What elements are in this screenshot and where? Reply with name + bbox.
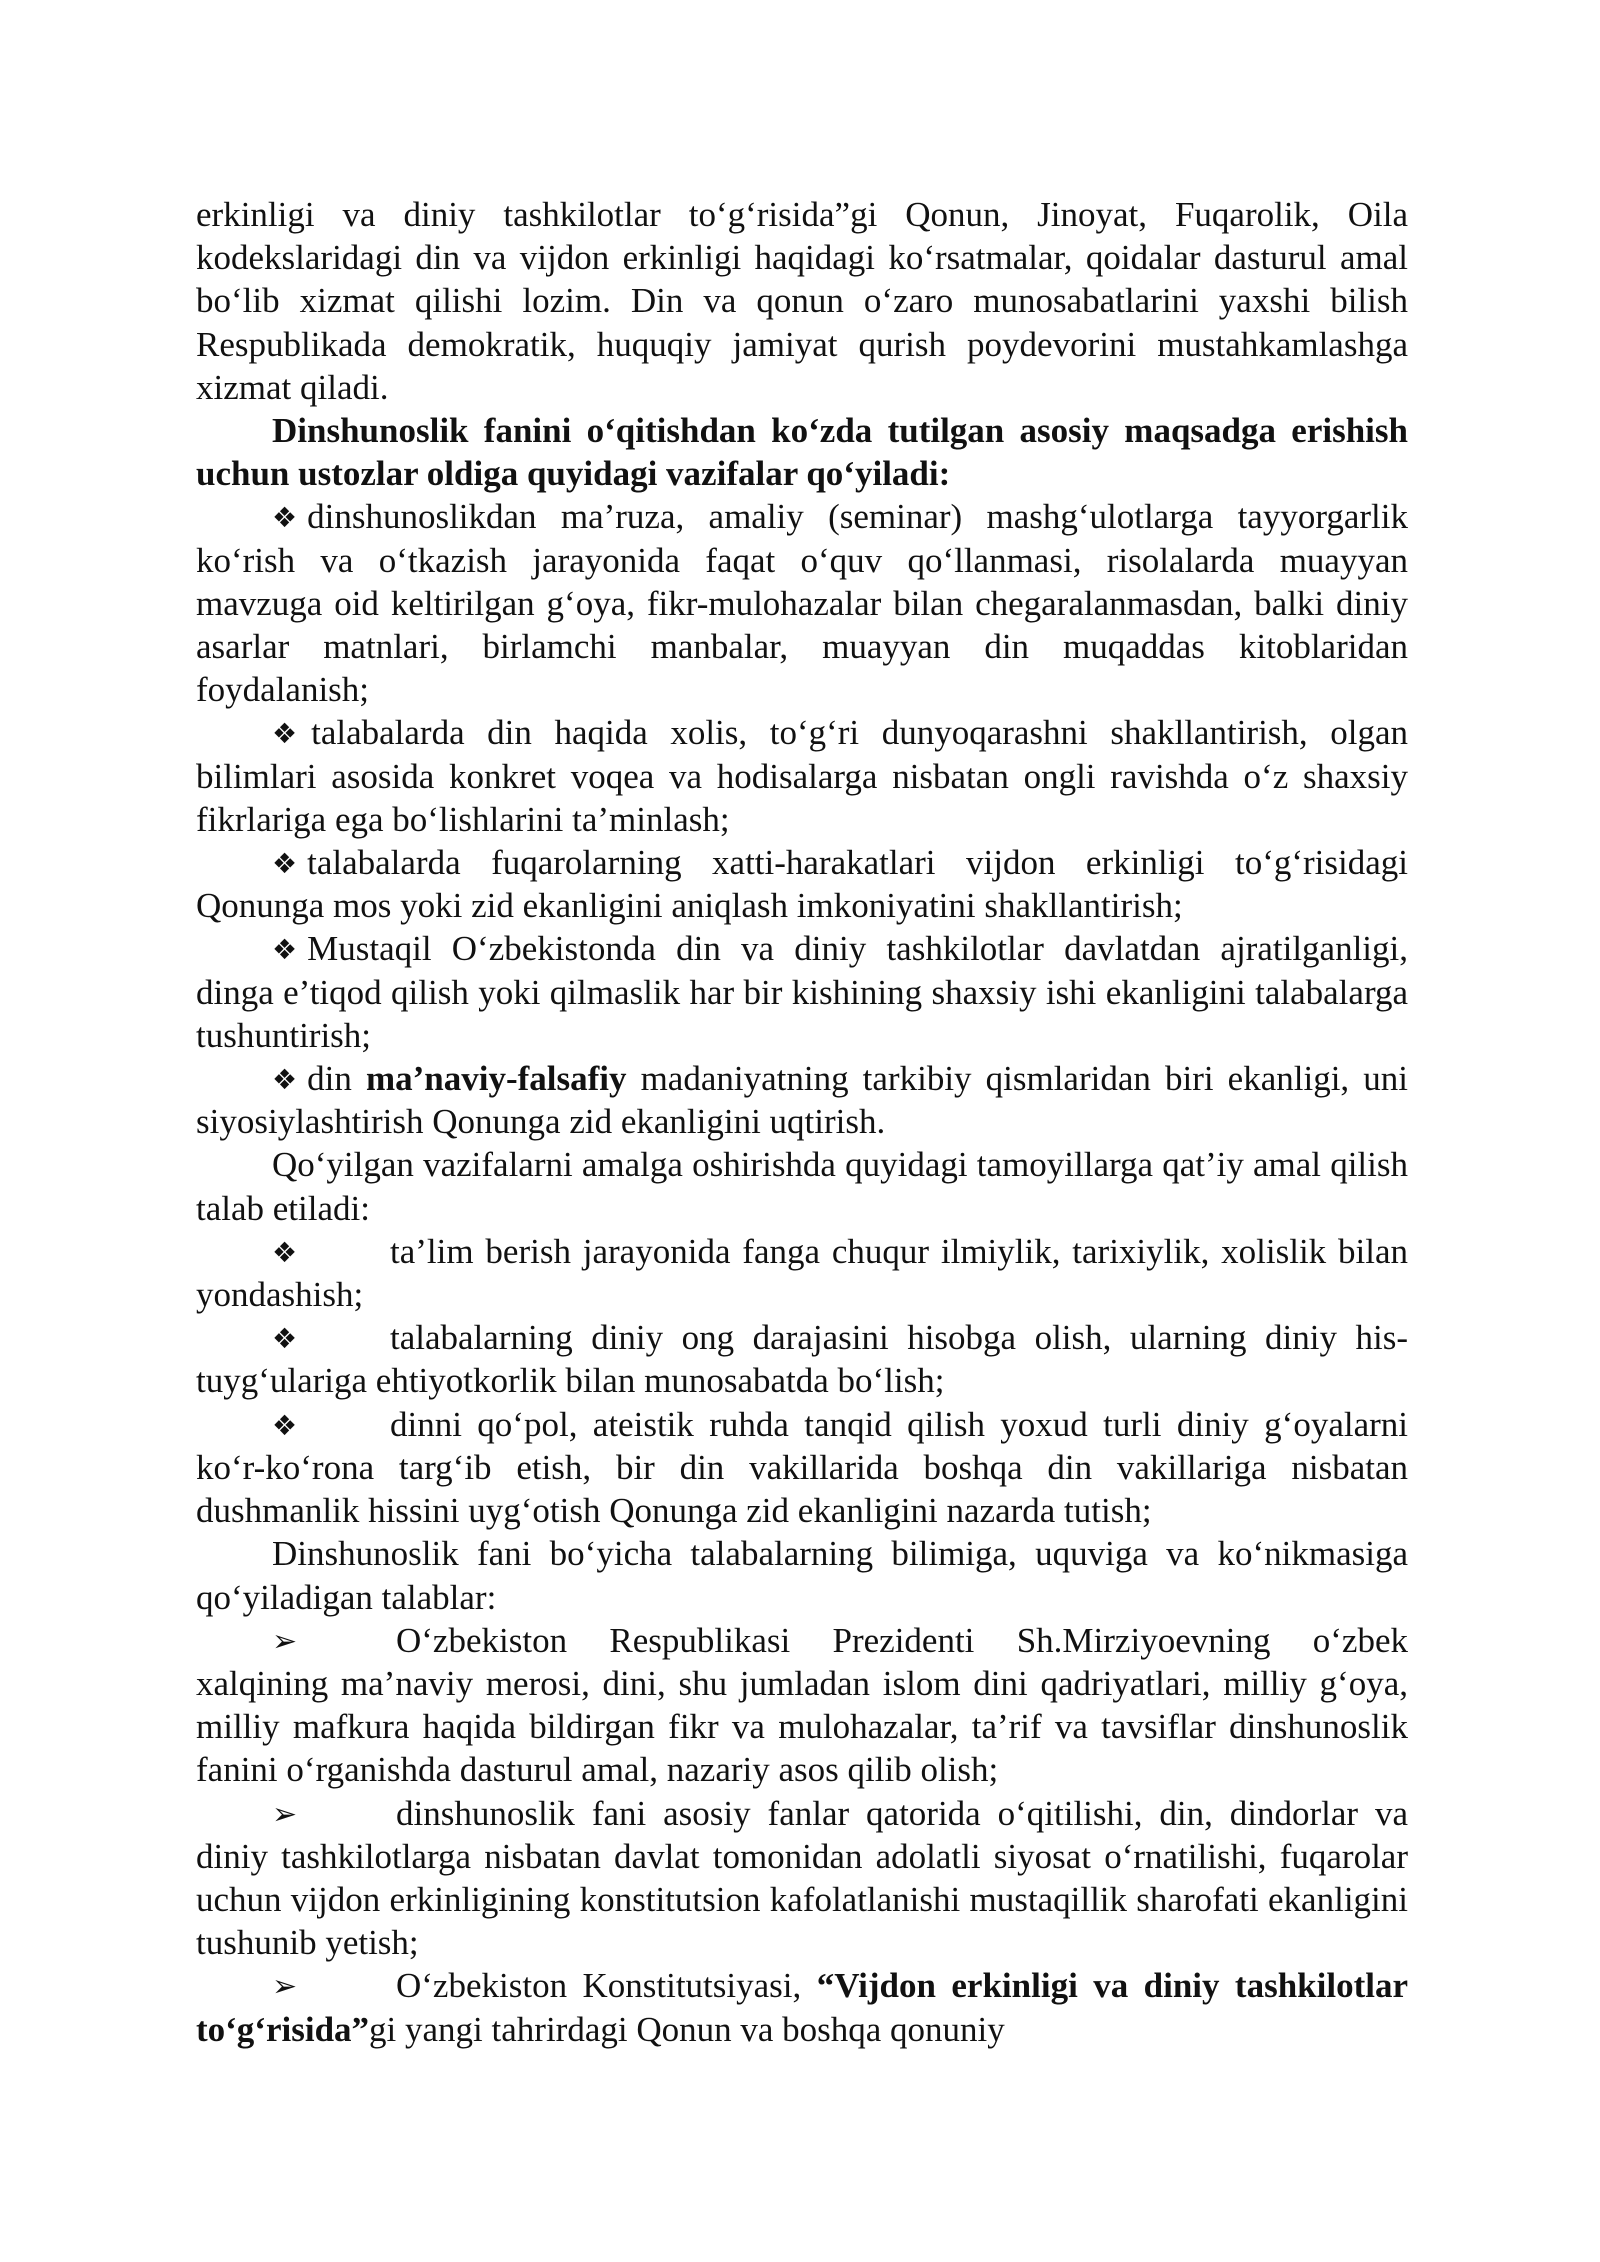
document-page — [196, 193, 1408, 2051]
task-text: talabalarda din haqida xolis, to‘g‘ri dunyoqarashni shakllantirish, olgan bilimlari asosida konkret voqea va hodisalarga nisbatan ongli ravishda o‘z shaxsiy fikrlariga ega bo‘lishlarini ta’minlash; — [196, 713, 1408, 839]
diamond-bullet-icon: ❖ — [272, 933, 298, 967]
principle-text: dinni qo‘pol, ateistik ruhda tanqid qilish yoxud turli diniy g‘oyalarni ko‘r-ko‘rona targ‘ib etish, bir din vakillarida boshqa din vakillariga nisbatan dushmanlik hissini uyg‘otish Qonunga zid ekanligini nazarda tutish; — [196, 1404, 1408, 1531]
requirements-intro: Dinshunoslik fani bo‘yicha talabalarning bilimiga, uquviga va ko‘nikmasiga qo‘yiladigan talablar: — [196, 1534, 1408, 1617]
task-text: din — [307, 1059, 366, 1099]
task-item — [196, 841, 1408, 927]
requirement-text: O‘zbekiston Respublikasi Prezidenti Sh.Mirziyoevning o‘zbek xalqining ma’naviy merosi, dini, shu jumladan islom dini qadriyatlari, milliy g‘oya, milliy mafkura haqida bildirgan fikr va mulohazalar, ta’rif va tavsiflar dinshunoslik fanini o‘rganishda dasturul amal, nazariy asos qilib olish; — [196, 1620, 1408, 1790]
task-text: talabalarda fuqarolarning xatti-harakatlari vijdon erkinligi to‘g‘risidagi Qonunga mos yoki zid ekanligini aniqlash imkoniyatini shakllantirish; — [196, 843, 1408, 926]
principle-item — [196, 1316, 1408, 1402]
requirement-item — [196, 1964, 1408, 2050]
task-text: madaniyatning tarkibiy qismlaridan biri ekanligi, uni siyosiylashtirish Qonunga zid ekanligini uqtirish. — [196, 1059, 1408, 1142]
diamond-bullet-icon: ❖ — [272, 1063, 298, 1097]
diamond-bullet-icon: ❖ — [272, 847, 298, 881]
task-text-bold: ma’naviy-falsafiy — [365, 1059, 627, 1099]
diamond-bullet-icon: ❖ — [272, 1235, 298, 1269]
arrow-bullet-icon: ➢ — [272, 1969, 298, 2005]
arrow-bullet-icon: ➢ — [272, 1623, 298, 1659]
section-heading: Dinshunoslik fanini o‘qitishdan ko‘zda tutilgan asosiy maqsadga erishish uchun ustozlar oldiga quyidagi vazifalar qo‘yiladi: — [196, 411, 1408, 494]
paragraph-continuation: erkinligi va diniy tashkilotlar to‘g‘risida”gi Qonun, Jinoyat, Fuqarolik, Oila kodekslaridagi din va vijdon erkinligi haqidagi ko‘rsatmalar, qoidalar dasturul amal bo‘lib xizmat qilishi lozim. Din va qonun o‘zaro munosabatlarini yaxshi bilish Respublikada demokratik, huquqiy jamiyat qurish poydevorini mustahkamlashga xizmat qiladi. — [196, 195, 1408, 407]
diamond-bullet-icon: ❖ — [272, 501, 298, 535]
task-text: Mustaqil O‘zbekistonda din va diniy tashkilotlar davlatdan ajratilganligi, dinga e’tiqod qilish yoki qilmaslik har bir kishining shaxsiy ishi ekanligini talabalarga tushuntirish; — [196, 929, 1408, 1055]
principles-intro: Qo‘yilgan vazifalarni amalga oshirishda quyidagi tamoyillarga qat’iy amal qilish talab etiladi: — [196, 1145, 1408, 1228]
principle-item — [196, 1230, 1408, 1316]
arrow-bullet-icon: ➢ — [272, 1796, 298, 1832]
task-item — [196, 711, 1408, 841]
requirement-text-bold: “Vijdon erkinligi va diniy tashkilotlar to‘g‘risida” — [196, 1966, 1408, 2049]
requirement-text: O‘zbekiston Konstitutsiyasi, — [396, 1966, 817, 2006]
requirement-item — [196, 1792, 1408, 1965]
task-item — [196, 1057, 1408, 1143]
requirement-item — [196, 1619, 1408, 1792]
diamond-bullet-icon: ❖ — [272, 717, 298, 751]
diamond-bullet-icon: ❖ — [272, 1322, 298, 1356]
principle-text: ta’lim berish jarayonida fanga chuqur ilmiylik, tarixiylik, xolislik bilan yondashish; — [196, 1231, 1408, 1315]
principle-item — [196, 1403, 1408, 1533]
requirement-text: dinshunoslik fani asosiy fanlar qatorida o‘qitilishi, din, dindorlar va diniy tashkilotlarga nisbatan davlat tomonidan adolatli siyosat o‘rnatilishi, fuqarolar uchun vijdon erkinligining konstitutsion kafolatlanishi mustaqillik sharofati ekanligini tushunib yetish; — [196, 1793, 1408, 1963]
principle-text: talabalarning diniy ong darajasini hisobga olish, ularning diniy his-tuyg‘ulariga ehtiyotkorlik bilan munosabatda bo‘lish; — [196, 1318, 1408, 1401]
diamond-bullet-icon: ❖ — [272, 1408, 298, 1442]
task-text: dinshunoslikdan ma’ruza, amaliy (seminar) mashg‘ulotlarga tayyorgarlik ko‘rish va o‘tkazish jarayonida faqat o‘quv qo‘llanmasi, risolalarda muayyan mavzuga oid keltirilgan g‘oya, fikr-mulohazalar bilan chegaralanmasdan, balki diniy asarlar matnlari, birlamchi manbalar, muayyan din muqaddas kitoblaridan foydalanish; — [196, 497, 1408, 710]
task-item — [196, 927, 1408, 1057]
requirement-text: gi yangi tahrirdagi Qonun va boshqa qonuniy — [369, 2009, 1005, 2049]
task-item — [196, 495, 1408, 711]
